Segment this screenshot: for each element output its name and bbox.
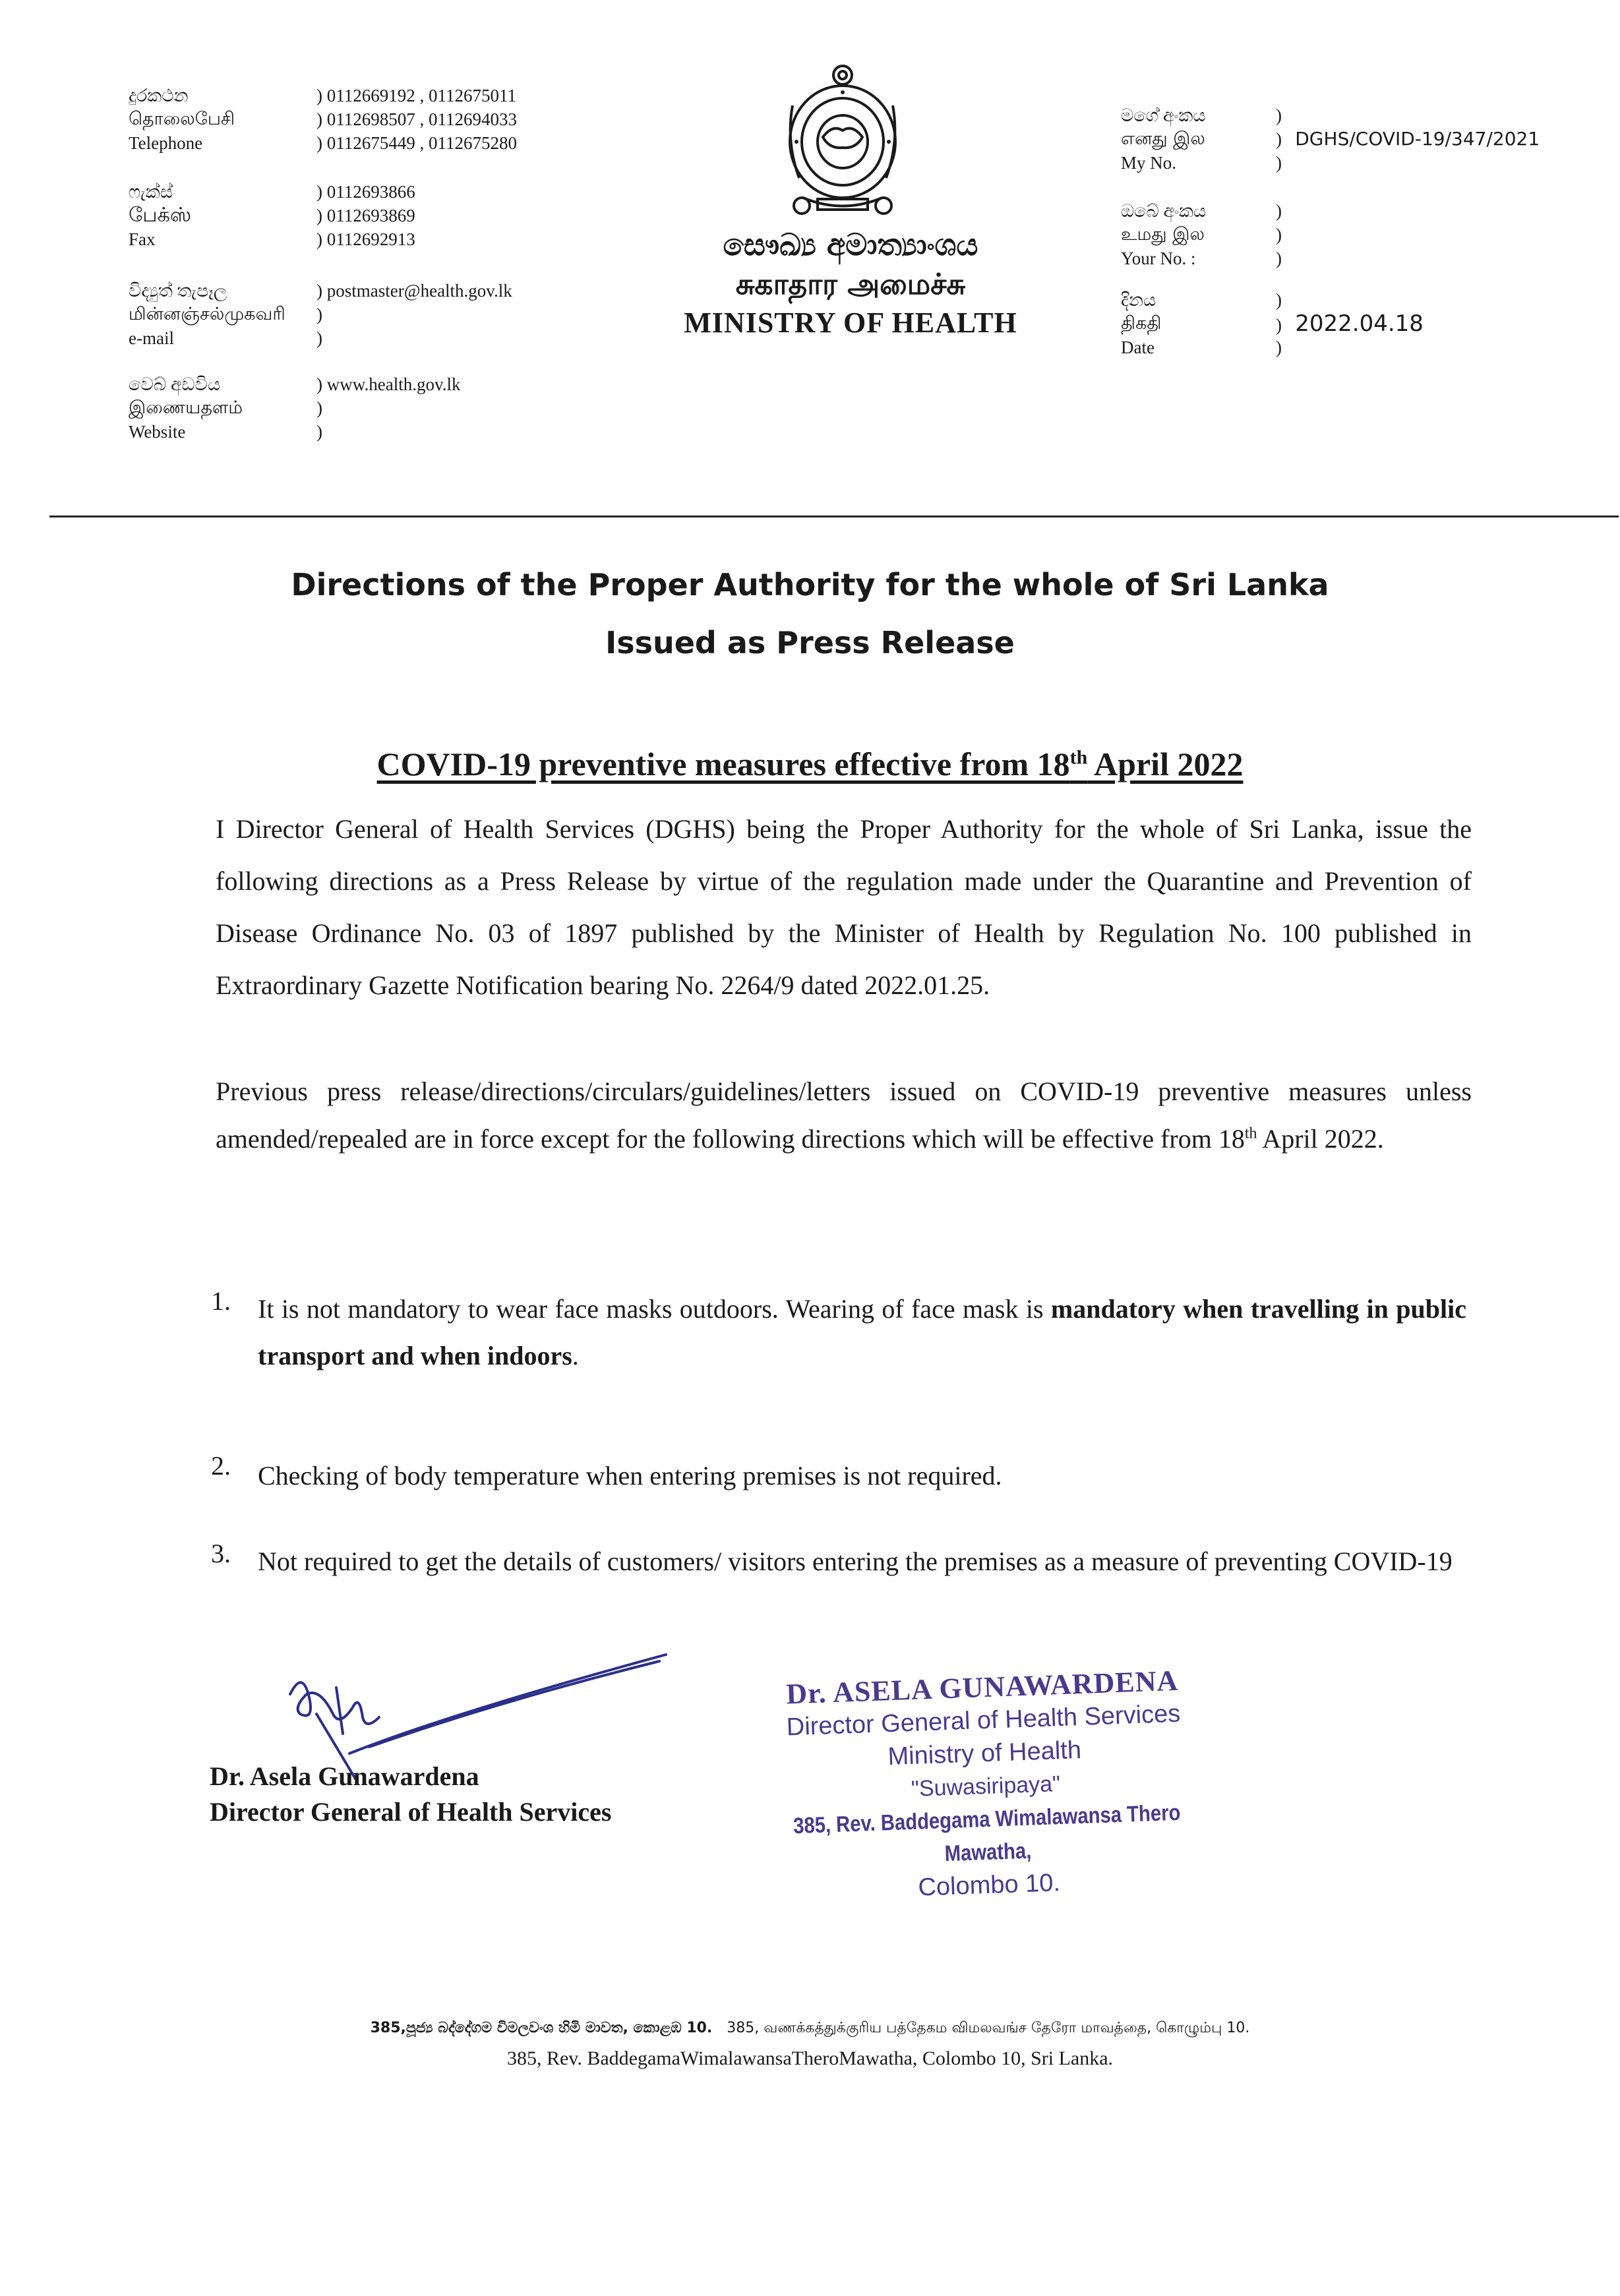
your-no-label-ta: உமது இல [1121, 224, 1205, 245]
website-value: ) www.health.gov.lk [316, 374, 461, 394]
my-reference-number: DGHS/COVID-19/347/2021 [1295, 128, 1540, 150]
fax-label-ta: பேக்ஸ் [129, 204, 192, 227]
footer-address-ta: 385, வணக்கத்துக்குரிய பத்தேகம விமலவங்ச தேரோ மாவத்தை, கொழும்பு 10. [727, 2020, 1250, 2036]
fax-label-si: ෆැක්ස් [129, 182, 173, 202]
stamp-ministry: Ministry of Health [887, 1736, 1082, 1771]
telephone-value: ) 0112698507 , 0112694033 [316, 109, 517, 129]
email-label-en: e-mail [129, 328, 174, 348]
telephone-value: ) 0112675449 , 0112675280 [316, 133, 517, 153]
signatory-title: Director General of Health Services [210, 1797, 612, 1827]
date-label-si: දිනය [1121, 290, 1156, 310]
fax-label-en: Fax [129, 229, 156, 249]
telephone-label-si: දුරකථන [129, 86, 189, 105]
your-no-label-si: ඔබේ අංකය [1121, 201, 1207, 221]
stamp-city: Colombo 10. [917, 1869, 1061, 1902]
date-label-ta: திகதி [1121, 313, 1162, 334]
direction-number: 2. [211, 1451, 231, 1481]
direction-number: 3. [211, 1539, 231, 1568]
footer-address-local [0, 2019, 1620, 2038]
stamp-name: Dr. ASELA GUNAWARDENA [785, 1664, 1179, 1711]
website-label-si: වෙබ් අඩවිය [129, 374, 221, 394]
header-divider [49, 515, 1619, 517]
my-no-label-si: මගේ අංකය [1121, 105, 1206, 125]
your-no-label-en: Your No. : [1121, 249, 1196, 268]
my-no-label-en: My No. [1121, 153, 1177, 173]
telephone-label-ta: தொலைபேசி [129, 109, 235, 129]
stamp-building: "Suwasiripaya" [911, 1771, 1061, 1802]
fax-value: ) 0112693866 [316, 182, 415, 202]
ministry-name [620, 224, 1081, 341]
email-value: ) [316, 328, 322, 348]
email-value: ) [316, 305, 322, 324]
website-value: ) [316, 422, 322, 442]
direction-item: It is not mandatory to wear face masks outdoors. Wearing of face mask is mandatory when travelling in public transport and when indoors. [258, 1294, 1466, 1370]
official-stamp [718, 1662, 1253, 1911]
telephone-label-en: Telephone [129, 133, 203, 153]
direction-item: Checking of body temperature when entering premises is not required. [258, 1461, 1002, 1490]
my-no-label-ta: எனது இல [1121, 129, 1205, 149]
sri-lanka-emblem-icon [777, 59, 909, 221]
ministry-name-si: සෞඛ්‍ය අමාත්‍යාංශය [723, 227, 978, 262]
date-label-en: Date [1121, 338, 1155, 357]
document-subtitle: Issued as Press Release [605, 625, 1015, 661]
direction-number: 1. [211, 1286, 231, 1316]
telephone-value: ) 0112669192 , 0112675011 [316, 86, 516, 105]
website-value: ) [316, 398, 322, 418]
ministry-name-ta: சுகாதார அமைச்சு [735, 268, 966, 301]
previous-directions-paragraph: Previous press release/directions/circulars/guidelines/letters issued on COVID-19 preventive measures unless amended/repealed are in force except for the following directions which will be effective from 18th April 2022. [216, 1076, 1472, 1154]
website-label-ta: இணையதளம் [129, 397, 243, 418]
document-title: Directions of the Proper Authority for the whole of Sri Lanka [291, 567, 1329, 603]
stamp-address: 385, Rev. Baddegama Wimalawansa Thero Mawatha, [793, 1800, 1181, 1867]
footer-address-si: 385,පූජ්‍ය බද්දේගම විමලවංශ හිමි මාවත, කොළඹ 10. [370, 2020, 713, 2036]
authority-paragraph: I Director General of Health Services (DGHS) being the Proper Authority for the whole of Sri Lanka, issue the following directions as a Press Release by virtue of the regulation made under the Quarantine and Prevention of Disease Ordinance No. 03 of 1897 published by the Minister of Health by Regulation No. 100 published in Extraordinary Gazette Notification bearing No. 2264/9 dated 2022.01.25. [216, 814, 1472, 1000]
email-label-ta: மின்னஞ்சல்முகவரி [129, 304, 285, 324]
fax-value: ) 0112693869 [316, 206, 415, 225]
email-label-si: විද්‍යුත් තැපෑල [129, 281, 227, 301]
measures-heading: COVID-19 preventive measures effective from 18th April 2022 [376, 746, 1244, 782]
ministry-name-en: MINISTRY OF HEALTH [684, 307, 1017, 339]
stamp-title: Director General of Health Services [786, 1699, 1181, 1742]
email-value: ) postmaster@health.gov.lk [316, 281, 512, 301]
website-label-en: Website [129, 422, 186, 442]
footer-address-en: 385, Rev. BaddegamaWimalawansaTheroMawatha, Colombo 10, Sri Lanka. [506, 2047, 1114, 2069]
signatory-name: Dr. Asela Gunawardena [210, 1761, 479, 1791]
document-date: 2022.04.18 [1295, 310, 1424, 337]
fax-value: ) 0112692913 [316, 229, 415, 249]
direction-item: Not required to get the details of customers/ visitors entering the premises as a measure of preventing COVID-19 [258, 1546, 1453, 1576]
